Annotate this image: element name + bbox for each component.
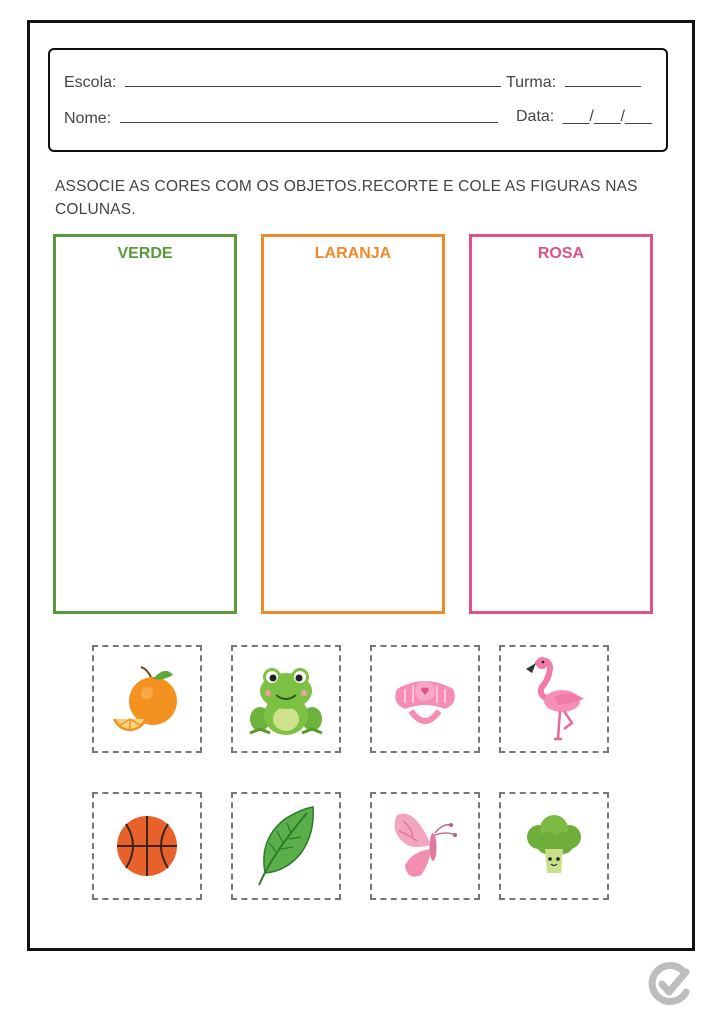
escola-row bbox=[64, 72, 501, 92]
nome-label: Nome: bbox=[64, 110, 112, 127]
card-pacifier[interactable] bbox=[370, 645, 480, 753]
data-label: Data: bbox=[516, 108, 555, 125]
column-laranja-title: LARANJA bbox=[314, 245, 392, 262]
escola-field[interactable] bbox=[125, 72, 501, 87]
card-broccoli[interactable] bbox=[499, 792, 609, 900]
card-leaf[interactable] bbox=[231, 792, 341, 900]
leaf-icon bbox=[251, 803, 321, 889]
nome-field[interactable] bbox=[120, 108, 498, 123]
column-verde[interactable] bbox=[53, 234, 237, 614]
pacifier-icon bbox=[385, 659, 465, 739]
data-row bbox=[516, 108, 652, 126]
basketball-icon bbox=[112, 811, 182, 881]
butterfly-icon bbox=[385, 805, 465, 887]
card-basketball[interactable] bbox=[92, 792, 202, 900]
column-rosa[interactable] bbox=[469, 234, 653, 614]
card-orange[interactable] bbox=[92, 645, 202, 753]
instruction-text: ASSOCIE AS CORES COM OS OBJETOS.RECORTE E COLE AS FIGURAS NAS COLUNAS. bbox=[55, 178, 638, 218]
broccoli-icon bbox=[519, 811, 589, 881]
column-laranja[interactable] bbox=[261, 234, 445, 614]
frog-icon bbox=[246, 659, 326, 739]
brand-logo bbox=[648, 962, 692, 1011]
checkmark-logo-icon bbox=[648, 962, 692, 1006]
turma-label: Turma: bbox=[506, 74, 557, 91]
orange-fruit-icon bbox=[107, 659, 187, 739]
escola-label: Escola: bbox=[64, 74, 117, 91]
nome-row bbox=[64, 108, 498, 128]
turma-row bbox=[506, 72, 641, 92]
column-rosa-title: ROSA bbox=[537, 245, 585, 262]
flamingo-icon bbox=[514, 653, 594, 745]
card-butterfly[interactable] bbox=[370, 792, 480, 900]
column-verde-title: VERDE bbox=[117, 245, 173, 262]
card-flamingo[interactable] bbox=[499, 645, 609, 753]
turma-field[interactable] bbox=[565, 72, 641, 87]
card-frog[interactable] bbox=[231, 645, 341, 753]
data-field[interactable]: ___/___/___ bbox=[562, 108, 652, 125]
student-info-box bbox=[48, 48, 668, 152]
